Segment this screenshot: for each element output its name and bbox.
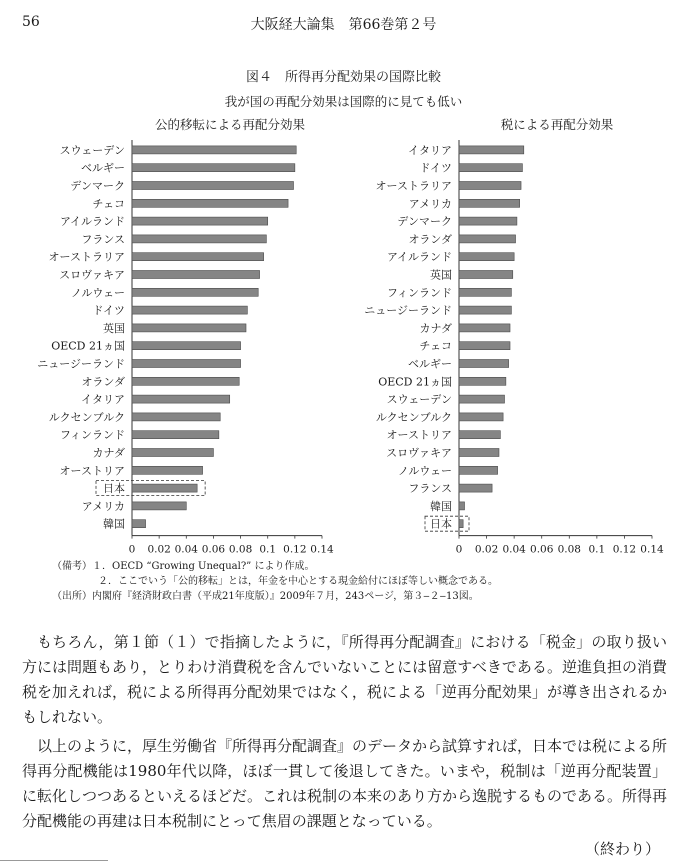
left-bar-chart [37,140,334,556]
page-number: 56 [22,14,40,30]
right-x-tick-label: 0.02 [474,543,499,556]
left-category-label: ルクセンブルク [48,410,125,424]
left-category-label: カナダ [92,446,125,460]
left-bar [132,217,268,225]
right-bar [459,360,509,368]
right-category-label: ベルギー [408,357,452,371]
right-bar [459,253,514,261]
left-x-tick-label: 0.06 [201,543,226,556]
paragraph-1-text: もちろん，第１節（１）で指摘したように，『所得再分配調査』における「税金」の取り扱い方には問題もあり，とりわけ消費税を含んでいないことには留意すべきである。逆進負担の消費税を加えれば，税による所得再分配効果ではなく，税による「逆再分配効果」が導き出されるかもしれない。 [22,633,667,726]
left-category-label: ベルギー [81,161,125,175]
right-x-tick-label: 0.1 [588,543,606,556]
right-bar [459,306,511,314]
right-bar [459,431,500,439]
right-bar [459,377,506,385]
right-bar [459,164,522,172]
left-x-tick-label: 0.04 [174,543,198,556]
left-chart-title: 公的移転による再配分効果 [154,117,305,132]
right-category-label: オーストリア [386,428,452,442]
left-bar [132,253,264,261]
left-bar [132,449,213,457]
right-bar [459,288,511,296]
left-category-label: アイルランド [59,215,125,229]
right-bar [459,520,463,528]
right-category-label: スウェーデン [386,393,452,407]
left-category-label: フィンランド [59,428,125,442]
right-category-label: ルクセンブルク [375,410,452,424]
right-category-label: イタリア [408,143,452,157]
right-category-label: ニュージーランド [364,304,452,318]
left-bar [132,520,146,528]
left-bar [132,288,258,296]
left-bar [132,413,220,421]
figure-note-1: （備考）１．OECD “Growing Unequal?” により作成。 [52,561,315,572]
left-bar [132,395,230,403]
right-category-label: オーストラリア [375,179,452,193]
left-category-label: イタリア [81,393,125,407]
left-bar [132,235,266,243]
figure-subtitle: 我が国の再配分効果は国際的に見ても低い [224,94,463,109]
left-bar [132,502,186,510]
left-bar [132,306,247,314]
left-category-label: デンマーク [70,179,125,193]
right-category-label: ドイツ [419,161,452,175]
right-category-label: 韓国 [430,499,452,513]
right-bar [459,217,517,225]
left-bar [132,342,241,350]
left-x-tick-label: 0.02 [147,543,171,556]
right-bar [459,342,510,350]
body-paragraph-1 [22,630,667,730]
right-bar [459,146,524,154]
left-category-label: アメリカ [81,499,125,513]
left-bar [132,466,203,474]
right-category-label: チェコ [419,339,452,353]
left-category-label: フランス [81,232,125,246]
left-category-label: ドイツ [92,304,125,318]
figure-note-2: ２．ここでいう「公的移転」とは，年金を中心とする現金給付にほぼ等しい概念である。 [98,576,498,587]
right-category-label: ノルウェー [397,464,452,478]
right-x-tick-label: 0.12 [612,543,637,556]
right-bar-chart [364,140,664,556]
right-bar [459,235,516,243]
journal-header: 大阪経大論集 第66巻第２号 [250,17,437,33]
right-x-tick-label: 0 [455,543,463,556]
right-category-label: カナダ [419,321,452,335]
right-bar [459,271,513,279]
right-x-tick-label: 0.04 [502,543,526,556]
right-category-label: アメリカ [408,197,452,211]
left-category-label: 英国 [103,321,125,335]
right-category-label: スロヴァキア [386,446,452,460]
right-bar [459,324,510,332]
left-category-label: チェコ [92,197,125,211]
left-category-label: ニュージーランド [37,357,125,371]
left-bar [132,182,294,190]
left-category-label: オーストリア [59,464,125,478]
right-bar [459,413,503,421]
left-category-label: スウェーデン [59,143,125,157]
left-x-tick-label: 0.12 [283,543,307,556]
left-category-label: OECD 21ヵ国 [51,339,125,353]
left-bar [132,324,246,332]
right-bar [459,466,498,474]
left-category-label: スロヴァキア [59,268,125,282]
right-category-label: 英国 [430,268,452,282]
left-bar [132,271,260,279]
right-category-label: アイルランド [386,250,452,264]
figure-title: 図４ 所得再分配効果の国際比較 [245,70,441,85]
left-bar [132,360,241,368]
right-chart-title: 税による再配分効果 [500,117,614,132]
left-bar [132,484,197,492]
left-category-label: ノルウェー [70,286,125,300]
right-x-tick-label: 0.14 [640,543,664,556]
left-category-label: 日本 [103,482,125,496]
right-category-label: デンマーク [397,215,452,229]
left-x-tick-label: 0.1 [259,543,277,556]
right-bar [459,449,499,457]
left-bar [132,146,296,154]
right-bar [459,182,521,190]
left-bar [132,377,239,385]
right-x-tick-label: 0.08 [557,543,581,556]
right-x-tick-label: 0.06 [530,543,554,556]
body-paragraph-2 [22,734,667,834]
right-bar [459,502,465,510]
left-x-tick-label: 0 [128,543,136,556]
left-x-tick-label: 0.14 [310,543,334,556]
left-bar [132,199,288,207]
footnote-rule [0,860,108,861]
figure-source: （出所）内閣府『経済財政白書（平成21年度版）』2009年７月，243ページ，第３‒２‒13図。 [52,591,479,602]
paragraph-2-text: 以上のように，厚生労働省『所得再分配調査』のデータから試算すれば，日本では税による所得再分配機能は1980年代以降，ほぼ一貫して後退してきた。いまや，税制は「逆再分配装置」に転化しつつあるといえるほどだ。これは税制の本来のあり方から逸脱するものである。所得再分配機能の再建は日本税制にとって焦眉の課題となっている。 [22,737,668,830]
right-bar [459,395,504,403]
left-x-tick-label: 0.08 [228,543,253,556]
right-category-label: OECD 21ヵ国 [378,375,452,389]
left-bar [132,164,295,172]
right-bar [459,484,492,492]
right-category-label: フランス [408,482,452,496]
left-bar [132,431,219,439]
left-category-label: オーストラリア [48,250,125,264]
right-category-label: オランダ [408,232,452,246]
left-category-label: オランダ [81,375,125,389]
right-bar [459,199,520,207]
right-category-label: フィンランド [386,286,452,300]
left-category-label: 韓国 [103,517,125,531]
right-category-label: 日本 [430,517,452,531]
end-mark: （終わり） [584,840,660,858]
